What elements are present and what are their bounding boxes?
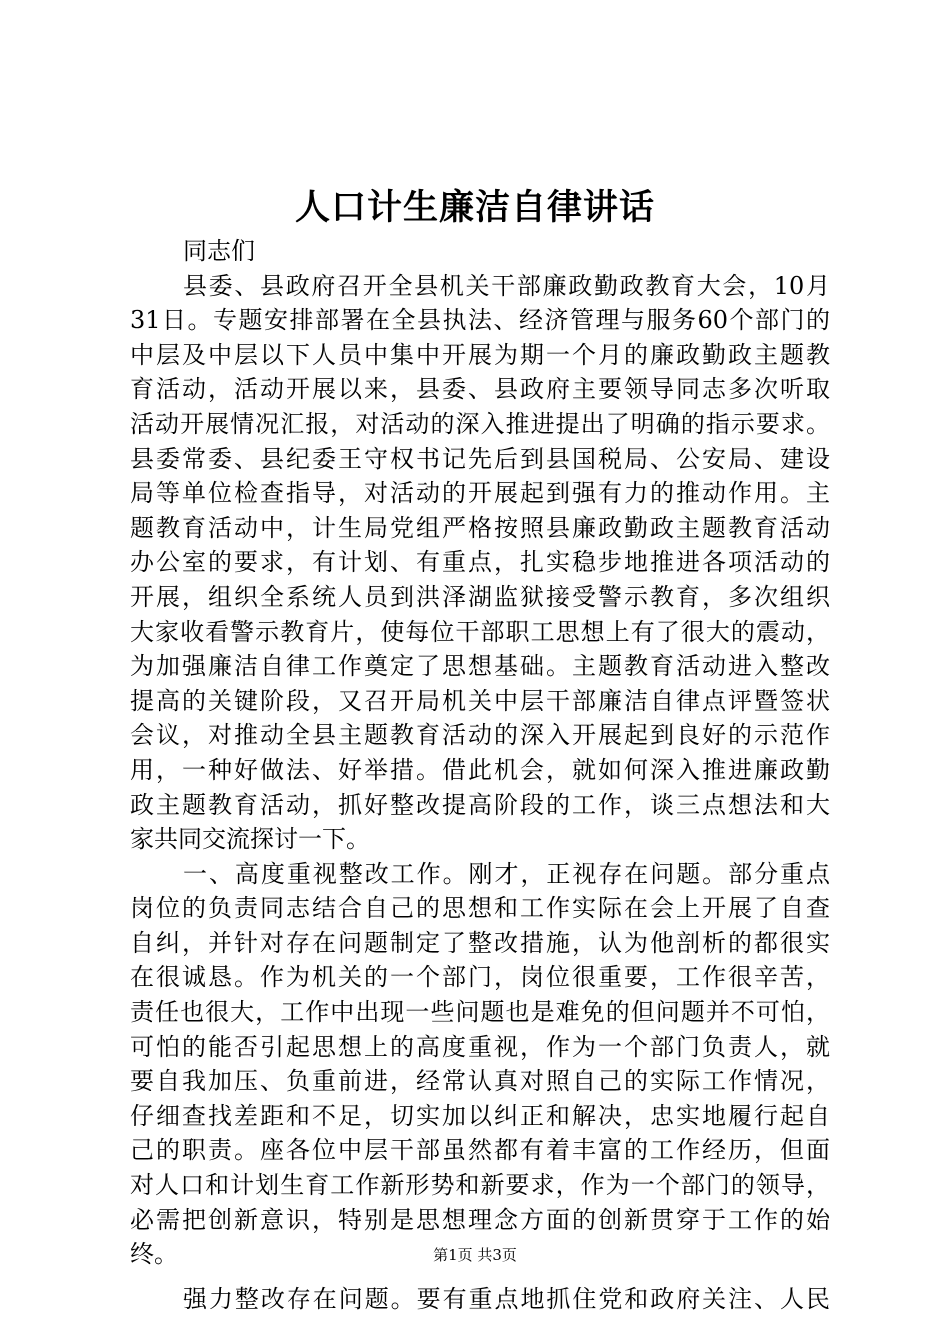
text-line: 终。 [130, 1240, 178, 1269]
text-line: 家共同交流探讨一下。 [130, 825, 370, 854]
text-line: 自纠，并针对存在问题制定了整改措施，认为他剖析的都很实 [130, 928, 830, 957]
text-line: 用，一种好做法、好举措。借此机会，就如何深入推进廉政勤 [130, 755, 830, 784]
document-title: 人口计生廉洁自律讲话 [294, 187, 655, 228]
text-line: 政主题教育活动，抓好整改提高阶段的工作，谈三点想法和大 [130, 790, 830, 819]
text-line: 大家收看警示教育片，使每位干部职工思想上有了很大的震动， [130, 617, 830, 646]
text-line: 为加强廉洁自律工作奠定了思想基础。主题教育活动进入整改 [130, 652, 830, 681]
text-line: 要自我加压、负重前进，经常认真对照自己的实际工作情况， [130, 1067, 830, 1096]
text-line: 会议，对推动全县主题教育活动的深入开展起到良好的示范作 [130, 721, 830, 750]
text-line: 31日。专题安排部署在全县执法、经济管理与服务60个部门的 [130, 306, 830, 335]
text-line: 中层及中层以下人员中集中开展为期一个月的廉政勤政主题教 [130, 340, 830, 369]
text-line: 一、高度重视整改工作。刚才，正视存在问题。部分重点 [183, 859, 830, 888]
text-line: 开展，组织全系统人员到洪泽湖监狱接受警示教育，多次组织 [130, 582, 830, 611]
text-line: 责任也很大，工作中出现一些问题也是难免的但问题并不可怕， [130, 998, 830, 1027]
text-line: 在很诚恳。作为机关的一个部门，岗位很重要，工作很辛苦， [130, 963, 830, 992]
text-line: 对人口和计划生育工作新形势和新要求，作为一个部门的领导， [130, 1171, 830, 1200]
text-line: 局等单位检查指导，对活动的开展起到强有力的推动作用。主 [130, 479, 830, 508]
text-line: 必需把创新意识，特别是思想理念方面的创新贯穿于工作的始 [130, 1205, 830, 1234]
text-line: 提高的关键阶段，又召开局机关中层干部廉洁自律点评暨签状 [130, 686, 830, 715]
text-line: 同志们 [183, 237, 255, 265]
document-body [130, 234, 830, 1316]
text-line: 活动开展情况汇报，对活动的深入推进提出了明确的指示要求。 [130, 409, 830, 438]
page-footer: 第1页 共3页 [433, 1246, 517, 1264]
text-line: 县委常委、县纪委王守权书记先后到县国税局、公安局、建设 [130, 444, 830, 473]
text-line: 育活动，活动开展以来，县委、县政府主要领导同志多次听取 [130, 375, 830, 404]
text-line: 己的职责。座各位中层干部虽然都有着丰富的工作经历，但面 [130, 1136, 830, 1165]
text-line: 题教育活动中，计生局党组严格按照县廉政勤政主题教育活动 [130, 513, 830, 542]
text-line: 强力整改存在问题。要有重点地抓住党和政府关注、人民 [183, 1284, 830, 1313]
text-line: 可怕的能否引起思想上的高度重视，作为一个部门负责人，就 [130, 1032, 830, 1061]
text-line: 县委、县政府召开全县机关干部廉政勤政教育大会，10月 [183, 271, 830, 300]
text-line: 岗位的负责同志结合自己的思想和工作实际在会上开展了自查 [130, 894, 830, 923]
text-line: 办公室的要求，有计划、有重点，扎实稳步地推进各项活动的 [130, 548, 830, 577]
text-line: 仔细查找差距和不足，切实加以纠正和解决，忠实地履行起自 [130, 1101, 830, 1130]
